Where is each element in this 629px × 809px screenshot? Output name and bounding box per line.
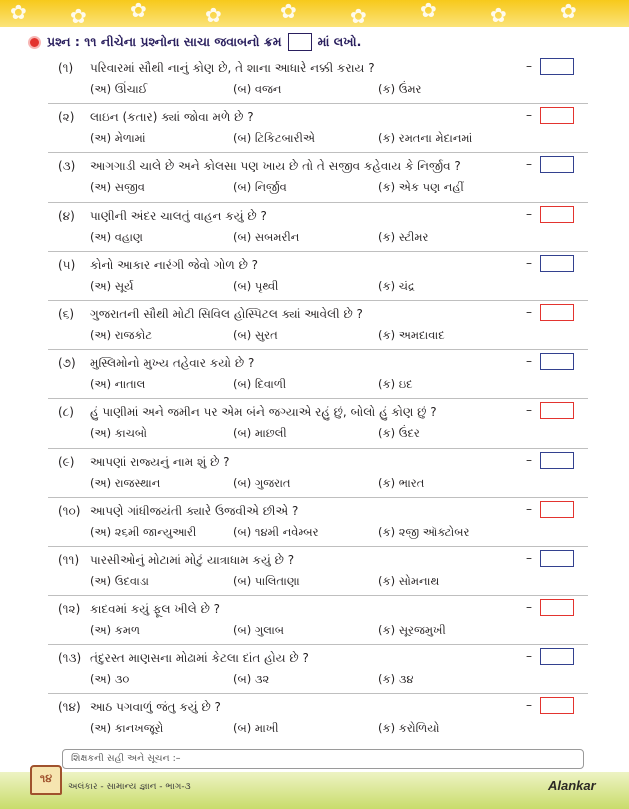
option-a: (અ) વહાણ bbox=[90, 229, 143, 244]
flower-icon: ✿ bbox=[10, 0, 27, 24]
answer-dash: – bbox=[526, 206, 532, 221]
question-label: આપણે ગાંધીજયંતી ક્યારે ઉજવીએ છીએ ? bbox=[90, 503, 299, 518]
question-number: (૧૨) bbox=[58, 602, 81, 617]
question-label: પાણીની અંદર ચાલતું વાહન કયું છે ? bbox=[90, 208, 267, 223]
option-a: (અ) ઊંચાઈ bbox=[90, 82, 148, 96]
answer-box[interactable] bbox=[540, 402, 574, 419]
option-b: (બ) નિર્જીવ bbox=[233, 180, 287, 195]
answer-dash: – bbox=[526, 452, 532, 467]
question-number: (૮) bbox=[58, 405, 74, 420]
option-b: (બ) પૃથ્વી bbox=[233, 278, 279, 293]
option-c: (ક) એક પણ નહીં bbox=[378, 180, 464, 195]
flower-icon: ✿ bbox=[130, 0, 147, 22]
option-a: (અ) મેળામાં bbox=[90, 131, 146, 146]
answer-box[interactable] bbox=[540, 156, 574, 173]
header-answer-box-sample bbox=[288, 33, 312, 51]
question-label: આગગાડી ચાલે છે અને કોલસા પણ ખાય છે તો તે સજીવ કહેવાય કે નિર્જીવ ? bbox=[90, 159, 461, 174]
flower-icon: ✿ bbox=[490, 3, 507, 27]
answer-dash: – bbox=[526, 354, 532, 369]
question-text bbox=[58, 307, 363, 322]
question-header bbox=[28, 31, 608, 53]
option-b: (બ) વજન bbox=[233, 82, 282, 96]
question-row bbox=[48, 153, 588, 202]
question-list bbox=[48, 55, 588, 744]
option-b: (બ) પાલિતાણા bbox=[233, 573, 300, 588]
answer-box[interactable] bbox=[540, 353, 574, 370]
question-label: તંદુરસ્ત માણસના મોઢામાં કેટલા દાંત હોય છે ? bbox=[90, 651, 309, 666]
question-number: (૫) bbox=[58, 257, 76, 272]
answer-box[interactable] bbox=[540, 206, 574, 223]
question-text bbox=[58, 455, 230, 470]
option-a: (અ) રાજકોટ bbox=[90, 327, 153, 342]
question-text bbox=[58, 651, 309, 666]
option-c: (ક) ૩૪ bbox=[378, 672, 414, 687]
question-text bbox=[58, 110, 254, 125]
question-number: (૪) bbox=[58, 208, 75, 223]
option-b: (બ) માખી bbox=[233, 721, 279, 736]
question-text bbox=[58, 504, 298, 519]
question-row bbox=[48, 694, 588, 743]
option-b: (બ) સુરત bbox=[233, 327, 278, 342]
question-label: ગુજરાતની સૌથી મોટી સિવિલ હોસ્પિટલ ક્યાં આવેલી છે ? bbox=[90, 306, 363, 321]
option-b: (બ) માછલી bbox=[233, 426, 287, 441]
answer-box[interactable] bbox=[540, 697, 574, 714]
question-row bbox=[48, 203, 588, 252]
option-c: (ક) ચંદ્ર bbox=[378, 278, 415, 293]
answer-box[interactable] bbox=[540, 107, 574, 124]
answer-dash: – bbox=[526, 600, 532, 615]
option-c: (ક) અમદાવાદ bbox=[378, 327, 445, 342]
answer-dash: – bbox=[526, 550, 532, 565]
answer-dash: – bbox=[526, 501, 532, 516]
answer-box[interactable] bbox=[540, 255, 574, 272]
question-number: (૯) bbox=[58, 454, 75, 469]
question-row bbox=[48, 104, 588, 153]
question-label: હું પાણીમાં અને જમીન પર એમ બંને જગ્યાએ રહું છું, બોલો હું કોણ છું ? bbox=[90, 405, 437, 420]
flower-icon: ✿ bbox=[280, 0, 297, 23]
question-text bbox=[58, 159, 461, 174]
flower-icon: ✿ bbox=[70, 4, 87, 27]
question-row bbox=[48, 55, 588, 104]
option-a: (અ) સજીવ bbox=[90, 180, 145, 195]
bullet-icon bbox=[28, 36, 41, 49]
answer-dash: – bbox=[526, 108, 532, 123]
option-a: (અ) કમળ bbox=[90, 623, 140, 638]
question-label: કાદવમાં કયું ફૂલ ખીલે છે ? bbox=[90, 602, 221, 617]
flower-icon: ✿ bbox=[205, 3, 222, 27]
answer-dash: – bbox=[526, 403, 532, 418]
option-a: (અ) નાતાલ bbox=[90, 377, 146, 392]
option-c: (ક) ઉંદર bbox=[378, 426, 420, 441]
question-label: પરિવારમાં સૌથી નાનું કોણ છે, તે શાના આધારે નક્કી કરાય ? bbox=[90, 61, 375, 75]
question-label: આઠ પગવાળું જંતુ કયું છે ? bbox=[90, 700, 221, 715]
option-b: (બ) ૩૨ bbox=[233, 672, 270, 687]
answer-dash: – bbox=[526, 304, 532, 319]
answer-box[interactable] bbox=[540, 599, 574, 616]
question-text bbox=[58, 258, 258, 273]
question-row bbox=[48, 645, 588, 694]
question-row bbox=[48, 252, 588, 301]
option-a: (અ) ૩૦ bbox=[90, 672, 130, 687]
answer-dash: – bbox=[526, 698, 532, 713]
option-b: (બ) ગુલાબ bbox=[233, 623, 285, 638]
option-b: (બ) ૧૪મી નવેમ્બર bbox=[233, 524, 319, 539]
question-text bbox=[58, 602, 220, 617]
option-a: (અ) કાનખજૂરો bbox=[90, 721, 164, 736]
question-row bbox=[48, 449, 588, 498]
header-title-prefix: પ્રશ્ન : ૧૧ નીચેના પ્રશ્નોના સાચા જવાબનો ક્રમ bbox=[47, 34, 282, 49]
option-a: (અ) ૨૬મી જાન્યુઆરી bbox=[90, 524, 197, 539]
answer-dash: – bbox=[526, 157, 532, 172]
question-row bbox=[48, 498, 588, 547]
question-row bbox=[48, 399, 588, 448]
answer-dash: – bbox=[526, 255, 532, 270]
option-c: (ક) રમતના મેદાનમાં bbox=[378, 131, 473, 146]
option-a: (અ) કાચબો bbox=[90, 426, 148, 441]
option-b: (બ) ગુજરાત bbox=[233, 475, 291, 490]
question-text bbox=[58, 553, 294, 568]
flower-icon: ✿ bbox=[350, 4, 367, 27]
brand-logo: Alankar bbox=[548, 778, 596, 793]
option-c: (ક) ઇદ bbox=[378, 377, 413, 392]
header-title-suffix: માં લખો. bbox=[317, 34, 362, 49]
question-number: (૧૧) bbox=[58, 552, 80, 567]
option-b: (બ) ટિકિટબારીએ bbox=[233, 131, 315, 146]
question-row bbox=[48, 301, 588, 350]
question-number: (૧૩) bbox=[58, 651, 82, 666]
question-row bbox=[48, 547, 588, 596]
option-c: (ક) સોમનાથ bbox=[378, 573, 440, 588]
question-row bbox=[48, 350, 588, 399]
question-number: (૩) bbox=[58, 159, 76, 174]
answer-box[interactable] bbox=[540, 452, 574, 469]
answer-box[interactable] bbox=[540, 58, 574, 75]
question-row bbox=[48, 596, 588, 645]
option-c: (ક) ૨જી ઑક્ટોબર bbox=[378, 524, 470, 539]
option-c: (ક) સૂરજમુખી bbox=[378, 623, 446, 638]
option-a: (અ) રાજસ્થાન bbox=[90, 475, 161, 490]
question-number: (૧૪) bbox=[58, 700, 81, 715]
option-b: (બ) દિવાળી bbox=[233, 377, 287, 392]
question-label: મુસ્લિમોનો મુખ્ય તહેવાર કયો છે ? bbox=[90, 356, 255, 371]
question-number: (૧૦) bbox=[58, 503, 81, 518]
question-number: (૭) bbox=[58, 356, 76, 371]
teacher-sign-field[interactable]: શિક્ષકની સહી અને સૂચન :– bbox=[62, 749, 584, 769]
question-number: (૧) bbox=[58, 61, 74, 75]
option-c: (ક) કરોળિયો bbox=[378, 721, 440, 736]
question-text bbox=[58, 356, 254, 371]
question-text bbox=[58, 405, 437, 420]
answer-dash: – bbox=[526, 59, 532, 73]
answer-box[interactable] bbox=[540, 648, 574, 665]
page-number-badge: ૧૪ bbox=[30, 765, 62, 795]
question-number: (૬) bbox=[58, 306, 75, 321]
option-a: (અ) ઉદવાડા bbox=[90, 573, 149, 588]
question-label: પારસીઓનું મોટામાં મોટું યાત્રાધામ કયું છે ? bbox=[90, 552, 295, 567]
question-text bbox=[58, 700, 221, 715]
question-text bbox=[58, 209, 267, 224]
question-label: લાઇન (કતાર) ક્યાં જોવા મળે છે ? bbox=[90, 110, 254, 125]
flower-icon: ✿ bbox=[560, 0, 577, 23]
question-number: (૨) bbox=[58, 110, 75, 125]
book-title: અલંકાર - સામાન્ય જ્ઞાન - ભાગ-૩ bbox=[68, 782, 191, 792]
option-c: (ક) ભારત bbox=[378, 475, 425, 490]
flower-icon: ✿ bbox=[420, 0, 437, 22]
option-c: (ક) ઉંમર bbox=[378, 82, 422, 96]
decorative-top-band bbox=[0, 0, 629, 27]
option-a: (અ) સૂર્ય bbox=[90, 278, 134, 293]
question-label: આપણાં રાજ્યનું નામ શું છે ? bbox=[90, 454, 230, 469]
question-text bbox=[58, 61, 375, 76]
option-b: (બ) સબમરીન bbox=[233, 229, 300, 244]
answer-box[interactable] bbox=[540, 550, 574, 567]
option-c: (ક) સ્ટીમર bbox=[378, 229, 429, 244]
answer-box[interactable] bbox=[540, 501, 574, 518]
question-label: કોનો આકાર નારંગી જેવો ગોળ છે ? bbox=[90, 257, 259, 272]
answer-dash: – bbox=[526, 649, 532, 664]
answer-box[interactable] bbox=[540, 304, 574, 321]
